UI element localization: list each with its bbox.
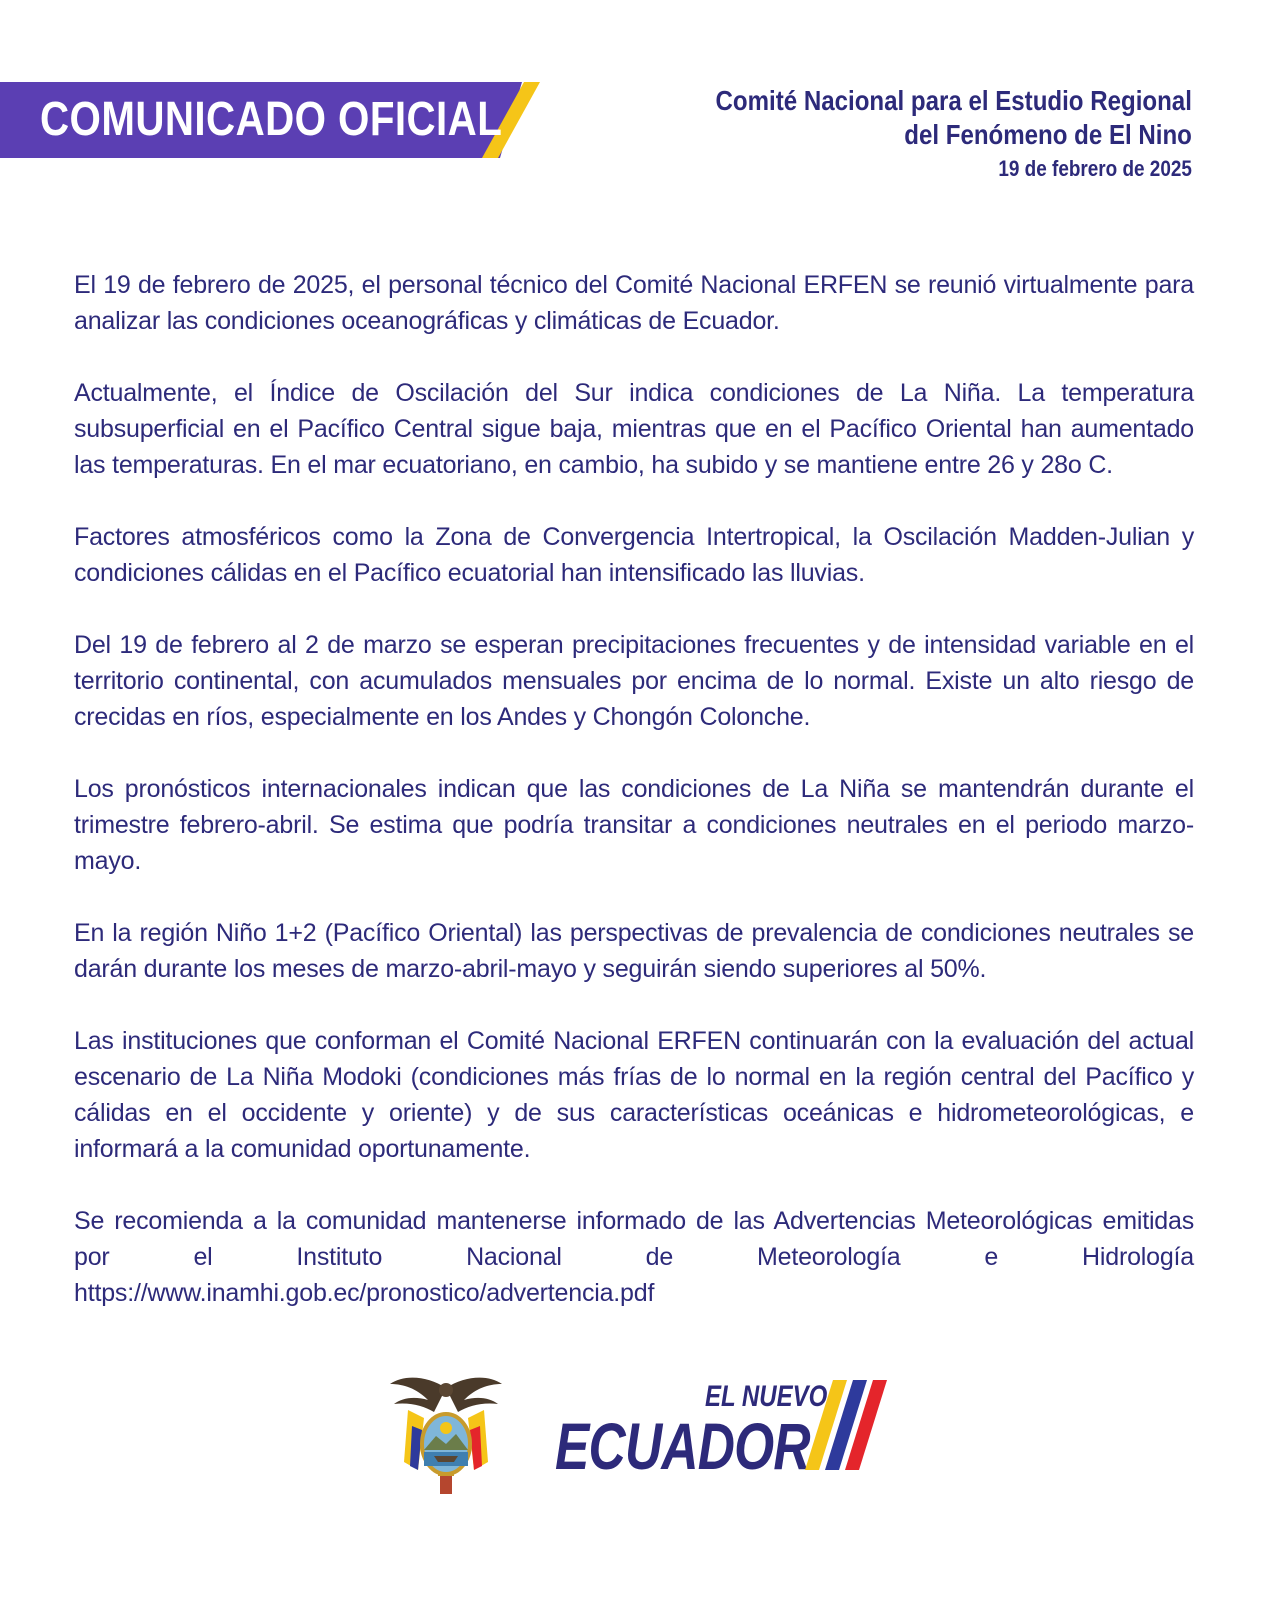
committee-name-line2: del Fenómeno de El Nino — [904, 119, 1192, 150]
paragraph: Se recomienda a la comunidad mantenerse informado de las Advertencias Meteorológicas emitidas por el Instituto Nacional de Meteorología e Hidrología https://www.inamhi.gob.ec/pronostico/advertencia.pdf — [74, 1207, 1194, 1307]
paragraph: Actualmente, el Índice de Oscilación del Sur indica condiciones de La Niña. La temperatura subsuperficial en el Pacífico Central sigue baja, mientras que en el Pacífico Oriental han aumentado las temperaturas. En el mar ecuatoriano, en cambio, ha subido y se mantiene entre 26 y 28o C. — [74, 379, 1194, 479]
paragraph: Las instituciones que conforman el Comité Nacional ERFEN continuarán con la evaluación del actual escenario de La Niña Modoki (condiciones más frías de lo normal en la región central del Pacífico y cálidas en el occidente y oriente) y de sus características oceánicas e hidrometeorológicas, e informará a la comunidad oportunamente. — [74, 1027, 1194, 1163]
communique-body — [74, 267, 1194, 1347]
committee-header — [638, 84, 1192, 186]
paragraph: En la región Niño 1+2 (Pacífico Oriental) las perspectivas de prevalencia de condiciones neutrales se darán durante los meses de marzo-abril-mayo y seguirán siendo superiores al 50%. — [74, 919, 1194, 983]
paragraph: El 19 de febrero de 2025, el personal técnico del Comité Nacional ERFEN se reunió virtualmente para analizar las condiciones oceanográficas y climáticas de Ecuador. — [74, 271, 1194, 335]
flag-stripes-icon — [795, 1380, 895, 1472]
paragraph: Factores atmosféricos como la Zona de Convergencia Intertropical, la Oscilación Madden-Julian y condiciones cálidas en el Pacífico ecuatorial han intensificado las lluvias. — [74, 523, 1194, 587]
logo-main-text: ECUADOR — [555, 1409, 810, 1483]
logo-top-text: EL NUEVO — [705, 1380, 828, 1413]
banner-title: COMUNICADO OFICIAL — [40, 93, 503, 146]
committee-name-line1: Comité Nacional para el Estudio Regional — [715, 85, 1192, 116]
paragraph: Los pronósticos internacionales indican que las condiciones de La Niña se mantendrán durante el trimestre febrero-abril. Se estima que podría transitar a condiciones neutrales en el periodo marzo-mayo. — [74, 775, 1194, 875]
paragraph: Del 19 de febrero al 2 de marzo se esperan precipitaciones frecuentes y de intensidad variable en el territorio continental, con acumulados mensuales por encima de lo normal. Existe un alto riesgo de crecidas en ríos, especialmente en los Andes y Chongón Colonche. — [74, 631, 1194, 731]
footer-logos — [0, 1370, 1280, 1510]
header-banner — [0, 82, 540, 158]
coat-of-arms-icon — [388, 1370, 504, 1498]
communique-date: 19 de febrero de 2025 — [998, 156, 1192, 181]
